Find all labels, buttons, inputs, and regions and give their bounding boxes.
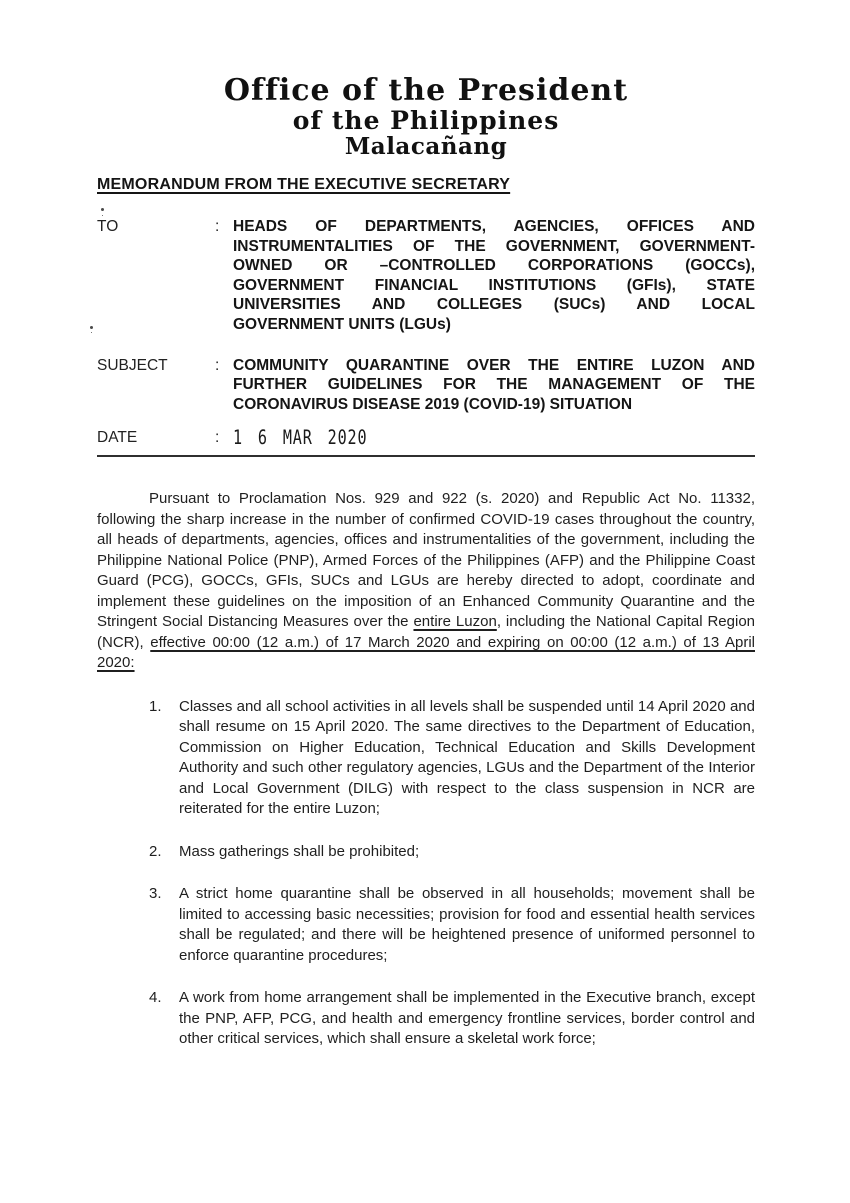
justified-line: GOVERNMENT UNITS (LGUs) [233,315,451,333]
list-item-text: A strict home quarantine shall be observed in all households; movement shall be limited to accessing basic necessities; provision for food and essential health services shall be regulated; and there will be heightened presence of uniformed personnel to enforce quarantine procedures; [179,885,755,964]
list-item-number: 3. [149,885,162,903]
date-stamp: 1 6 MAR 2020 [233,427,368,450]
justified-line: COMMUNITY QUARANTINE OVER THE ENTIRE LUZON AND [233,356,755,374]
underlined-text: entire Luzon [413,613,497,631]
field-subject-colon: : [215,356,220,374]
field-to-colon: : [215,218,220,235]
field-to [97,217,755,335]
justified-line: INSTRUMENTALITIES OF THE GOVERNMENT, GOVERNMENT- [233,237,755,255]
paragraph-text: , including the National Capital Region (NCR), [97,613,756,651]
justified-line: GOVERNMENT FINANCIAL INSTITUTIONS (GFIs), STATE [233,276,755,294]
underlined-text: effective 00:00 (12 a.m.) of 17 March 2020 and expiring on 00:00 (12 a.m.) of 13 April 2020: [97,633,755,672]
list-item [149,697,755,820]
justified-line: CORONAVIRUS DISEASE 2019 (COVID-19) SITUATION [233,395,633,413]
directive-list [97,697,755,1050]
letterhead-palace-line: Malacañang [344,133,508,160]
field-subject [97,356,755,415]
list-item [149,884,755,966]
opening-paragraph [97,489,755,674]
letterhead-country-line: of the Philippines [292,106,560,135]
field-to-value [233,217,755,335]
field-subject-value [233,356,755,415]
field-date-label: DATE [97,429,138,447]
memo-content [97,0,755,1072]
letterhead [97,0,755,159]
letterhead-office-line: Office of the President [223,73,629,108]
list-item [149,988,755,1050]
list-item-number: 2. [149,842,162,860]
field-date [97,428,755,448]
field-subject-label: SUBJECT [97,356,168,374]
divider-line [97,455,755,457]
justified-line: HEADS OF DEPARTMENTS, AGENCIES, OFFICES AND [233,218,755,235]
justified-line: OWNED OR –CONTROLLED CORPORATIONS (GOCCs), [233,257,755,275]
justified-line: UNIVERSITIES AND COLLEGES (SUCs) AND LOCAL [233,296,755,314]
scan-artifact [90,326,93,329]
list-item-number: 4. [149,989,162,1007]
field-to-label: TO [97,218,119,235]
list-item-text: Classes and all school activities in all levels shall be suspended until 14 April 2020 and shall resume on 15 April 2020. The same directives to the Department of Education, Commission on Higher Education, Technical Education and Skills Development Authority and such other regulatory agencies, LGUs and the Department of the Interior and Local Government (DILG) with respect to the class suspension in NCR are reiterated for the entire Luzon; [179,697,755,818]
memo-title: MEMORANDUM FROM THE EXECUTIVE SECRETARY [97,176,511,193]
list-item-text: A work from home arrangement shall be implemented in the Executive branch, except the PNP, AFP, PCG, and health and emergency frontline services, border control and other critical services, which shall ensure a skeletal work force; [179,989,755,1048]
list-item [149,842,755,863]
list-item-number: 1. [149,697,162,715]
paragraph-text: Pursuant to Proclamation Nos. 929 and 922 (s. 2020) and Republic Act No. 11332, following the sharp increase in the number of confirmed COVID-19 cases throughout the country, all heads of departments, agencies, offices and instrumentalities of the government, including the Philippine National Police (PNP), Armed Forces of the Philippines (AFP) and the Philippine Coast Guard (PCG), GOCCs, GFIs, SUCs and LGUs are hereby directed to adopt, coordinate and implement these guidelines on the imposition of an Enhanced Community Quarantine and the Stringent Social Distancing Measures over the [97,490,755,631]
field-date-colon: : [215,429,220,447]
list-item-text: Mass gatherings shall be prohibited; [179,842,420,860]
justified-line: FURTHER GUIDELINES FOR THE MANAGEMENT OF THE [233,376,755,394]
